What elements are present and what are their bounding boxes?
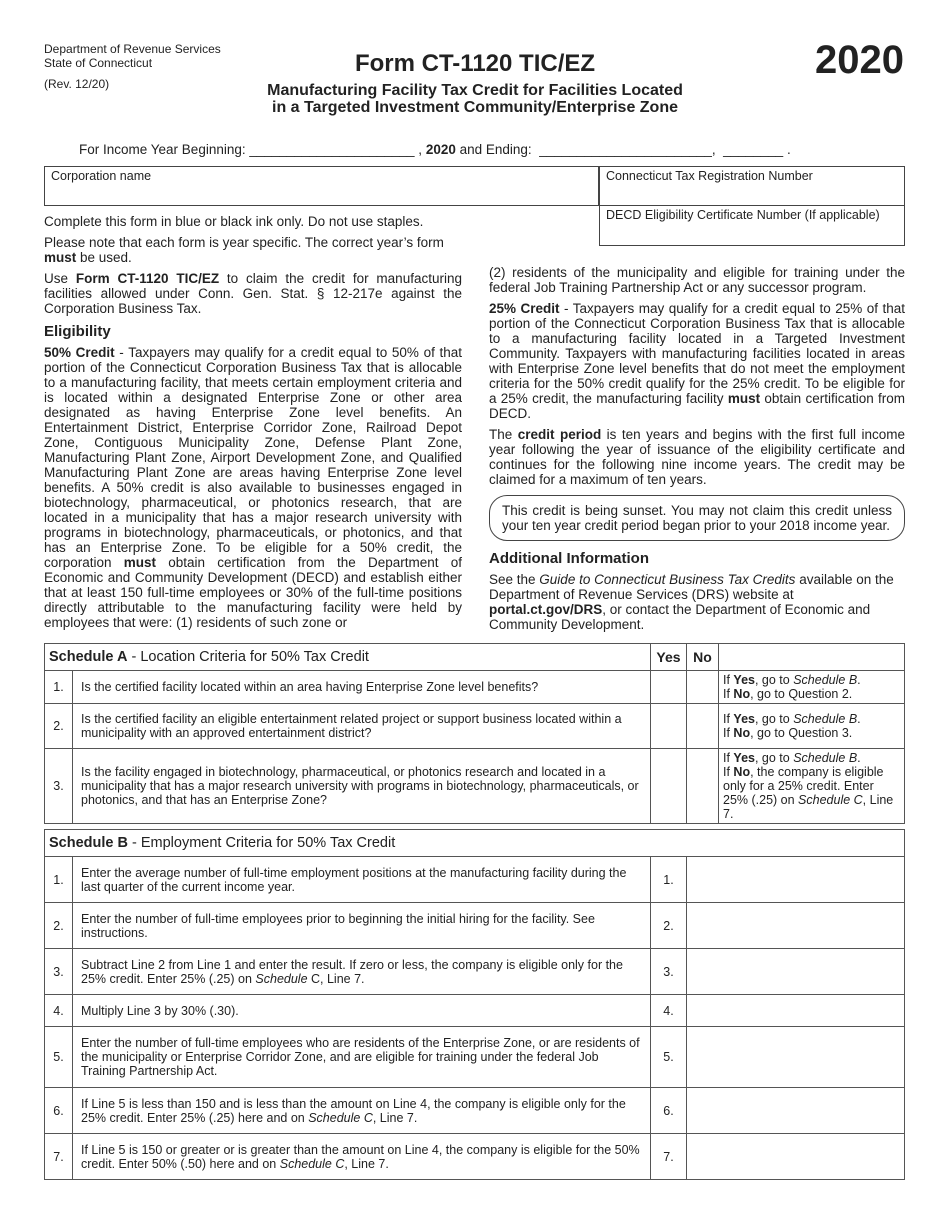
routing-instructions: If Yes, go to Schedule B. If No, the company is eligible only for a 25% credit. Enter 25% (.25) on Schedule C, Line 7. <box>719 749 905 824</box>
form-subtitle: Manufacturing Facility Tax Credit for Facilities Located in a Targeted Investment Community/Enterprise Zone <box>267 82 683 116</box>
row-instruction: If Line 5 is 150 or greater or is greater than the amount on Line 4, the company is eligible for the 50% credit. Enter 50% (.50) here and on Schedule C, Line 7. <box>73 1134 651 1180</box>
schedule-a-table <box>44 643 905 824</box>
question-number: 1. <box>45 671 73 704</box>
yes-checkbox[interactable] <box>651 704 687 749</box>
fifty-percent-credit-paragraph: 50% Credit - Taxpayers may qualify for a credit equal to 50% of that portion of the Connecticut Corporation Business Tax that is allocable to a manufacturing facility, that meets certain employment criteria and is located within a designated Enterprise Zone or other area designated as having Enterprise Zone level benefits. An Entertainment District, Enterprise Corridor Zone, Railroad Depot Zone, Contiguous Municipality Zone, Defense Plant Zone, Manufacturing Plant Zone, Airport Development Zone, and Qualified Manufacturing Plant Zone are areas having Enterprise Zone level benefits. A 50% credit is also available to businesses engaged in biotechnology, pharmaceutical, or photonics research, that are located in a municipality that has a major research university with programs in biotechnology, pharmaceuticals, or photonics, and that has an Enterprise Zone. To be eligible for a 50% credit, the corporation must obtain certification from the Department of Economic and Community Development (DECD) and establish either that at least 150 full-time employees or 30% of the full-time positions directly attributable to the manufacturing facility were held by employees that were: (1) residents of such zone or <box>44 345 462 630</box>
residents-continuation: (2) residents of the municipality and eligible for training under the federal Job Training Partnership Act or any successor program. <box>489 265 905 295</box>
no-checkbox[interactable] <box>687 671 719 704</box>
line-number: 5. <box>651 1027 687 1088</box>
question-text: Is the facility engaged in biotechnology, pharmaceutical, or photonics research and located in a municipality that has a major research university with programs in biotechnology, pharmaceuticals, or photonics, and that has an Enterprise Zone? <box>73 749 651 824</box>
form-use-paragraph: Use Form CT-1120 TIC/EZ to claim the credit for manufacturing facilities allowed under Conn. Gen. Stat. § 12-217e against the Corporation Business Tax. <box>44 271 462 316</box>
schedule-b-title: Schedule B - Employment Criteria for 50% Tax Credit <box>45 830 905 857</box>
twenty-five-percent-credit-paragraph: 25% Credit - Taxpayers may qualify for a credit equal to 25% of that portion of the Connecticut Corporation Business Tax that is allocable to a manufacturing facility located in a Targeted Investment Community. Taxpayers with manufacturing facilities located in areas with Enterprise Zone level benefits that do not meet the employment criteria for the 50% credit qualify for the 25% credit. To be eligible for a 25% credit, the manufacturing facility must obtain certification from DECD. <box>489 301 906 421</box>
line-7-amount-field[interactable] <box>687 1134 905 1180</box>
schedule-b-row <box>45 1088 905 1134</box>
schedule-b-table <box>44 829 905 1180</box>
row-instruction: Multiply Line 3 by 30% (.30). <box>73 995 651 1027</box>
row-number: 7. <box>45 1134 73 1180</box>
drs-website-link[interactable]: portal.ct.gov/DRS <box>489 602 603 617</box>
row-instruction: Enter the average number of full-time employment positions at the manufacturing facility during the last quarter of the current income year. <box>73 857 651 903</box>
schedule-b-row <box>45 903 905 949</box>
sunset-notice: This credit is being sunset. You may not claim this credit unless your ten year credit period began prior to your 2018 income year. <box>489 495 905 541</box>
ct-tax-registration-field[interactable] <box>599 166 905 206</box>
no-column-header: No <box>687 644 719 671</box>
line-number: 7. <box>651 1134 687 1180</box>
additional-information-heading: Additional Information <box>489 550 649 567</box>
line-1-amount-field[interactable] <box>687 857 905 903</box>
right-instructions-column <box>489 265 905 638</box>
row-instruction: Enter the number of full-time employees prior to beginning the initial hiring for the facility. See instructions. <box>73 903 651 949</box>
line-6-amount-field[interactable] <box>687 1088 905 1134</box>
row-number: 2. <box>45 903 73 949</box>
decd-certificate-field[interactable] <box>599 206 905 246</box>
line-number: 4. <box>651 995 687 1027</box>
tax-year: 2020 <box>815 38 904 82</box>
department-name: Department of Revenue Services State of Connecticut <box>44 42 221 70</box>
line-number: 1. <box>651 857 687 903</box>
corporation-name-label: Corporation name <box>51 169 152 183</box>
row-instruction: Subtract Line 2 from Line 1 and enter the result. If zero or less, the company is eligible only for the 25% credit. Enter 25% (.25) on Schedule C, Line 7. <box>73 949 651 995</box>
question-number: 2. <box>45 704 73 749</box>
no-checkbox[interactable] <box>687 704 719 749</box>
row-number: 3. <box>45 949 73 995</box>
schedule-a-title: Schedule A - Location Criteria for 50% Tax Credit <box>45 644 651 671</box>
line-3-amount-field[interactable] <box>687 949 905 995</box>
line-5-amount-field[interactable] <box>687 1027 905 1088</box>
line-2-amount-field[interactable] <box>687 903 905 949</box>
question-text: Is the certified facility an eligible entertainment related project or support business located within a municipality with an approved entertainment district? <box>73 704 651 749</box>
schedule-a-row <box>45 749 905 824</box>
schedule-b-row <box>45 949 905 995</box>
line-number: 6. <box>651 1088 687 1134</box>
question-text: Is the certified facility located within an area having Enterprise Zone level benefits? <box>73 671 651 704</box>
schedule-a-row <box>45 704 905 749</box>
schedule-b-row <box>45 995 905 1027</box>
form-title: Form CT-1120 TIC/EZ <box>354 50 596 77</box>
schedule-b-row <box>45 1134 905 1180</box>
line-number: 3. <box>651 949 687 995</box>
line-number: 2. <box>651 903 687 949</box>
row-instruction: If Line 5 is less than 150 and is less than the amount on Line 4, the company is eligible only for the 25% credit. Enter 25% (.25) here and on Schedule C, Line 7. <box>73 1088 651 1134</box>
question-number: 3. <box>45 749 73 824</box>
ink-instruction: Complete this form in blue or black ink only. Do not use staples. <box>44 214 424 229</box>
credit-period-paragraph: The credit period is ten years and begins with the first full income year following the year of issuance of the eligibility certificate and continues for the following nine income years. The credit may be claimed for a maximum of ten years. <box>489 427 906 487</box>
routing-instructions: If Yes, go to Schedule B. If No, go to Question 3. <box>719 704 905 749</box>
yes-checkbox[interactable] <box>651 749 687 824</box>
yes-column-header: Yes <box>651 644 687 671</box>
revision-date: (Rev. 12/20) <box>44 77 110 91</box>
corporation-name-field[interactable] <box>44 166 599 206</box>
routing-instructions: If Yes, go to Schedule B. If No, go to Question 2. <box>719 671 905 704</box>
schedule-a-row <box>45 671 905 704</box>
line-4-amount-field[interactable] <box>687 995 905 1027</box>
left-instructions-column <box>44 214 462 636</box>
income-year-line[interactable]: For Income Year Beginning: ______________________ , 2020 and Ending: _______________________, ________ . <box>79 142 791 157</box>
schedule-b-row <box>45 857 905 903</box>
row-number: 5. <box>45 1027 73 1088</box>
additional-information-paragraph: See the Guide to Connecticut Business Tax Credits available on the Department of Revenue Services (DRS) website at portal.ct.gov/DRS, or contact the Department of Economic and Community Development. <box>489 572 894 632</box>
no-checkbox[interactable] <box>687 749 719 824</box>
decd-certificate-label: DECD Eligibility Certificate Number (If applicable) <box>606 208 880 222</box>
schedule-b-row <box>45 1027 905 1088</box>
row-instruction: Enter the number of full-time employees who are residents of the Enterprise Zone, or are residents of the municipality or Enterprise Corridor Zone, and are eligible for training under the federal Job Training Partnership Act. <box>73 1027 651 1088</box>
yes-checkbox[interactable] <box>651 671 687 704</box>
row-number: 6. <box>45 1088 73 1134</box>
year-specific-note: Please note that each form is year specific. The correct year’s form must be used. <box>44 235 444 265</box>
eligibility-heading: Eligibility <box>44 323 111 340</box>
row-number: 4. <box>45 995 73 1027</box>
ct-tax-registration-label: Connecticut Tax Registration Number <box>606 169 813 183</box>
row-number: 1. <box>45 857 73 903</box>
